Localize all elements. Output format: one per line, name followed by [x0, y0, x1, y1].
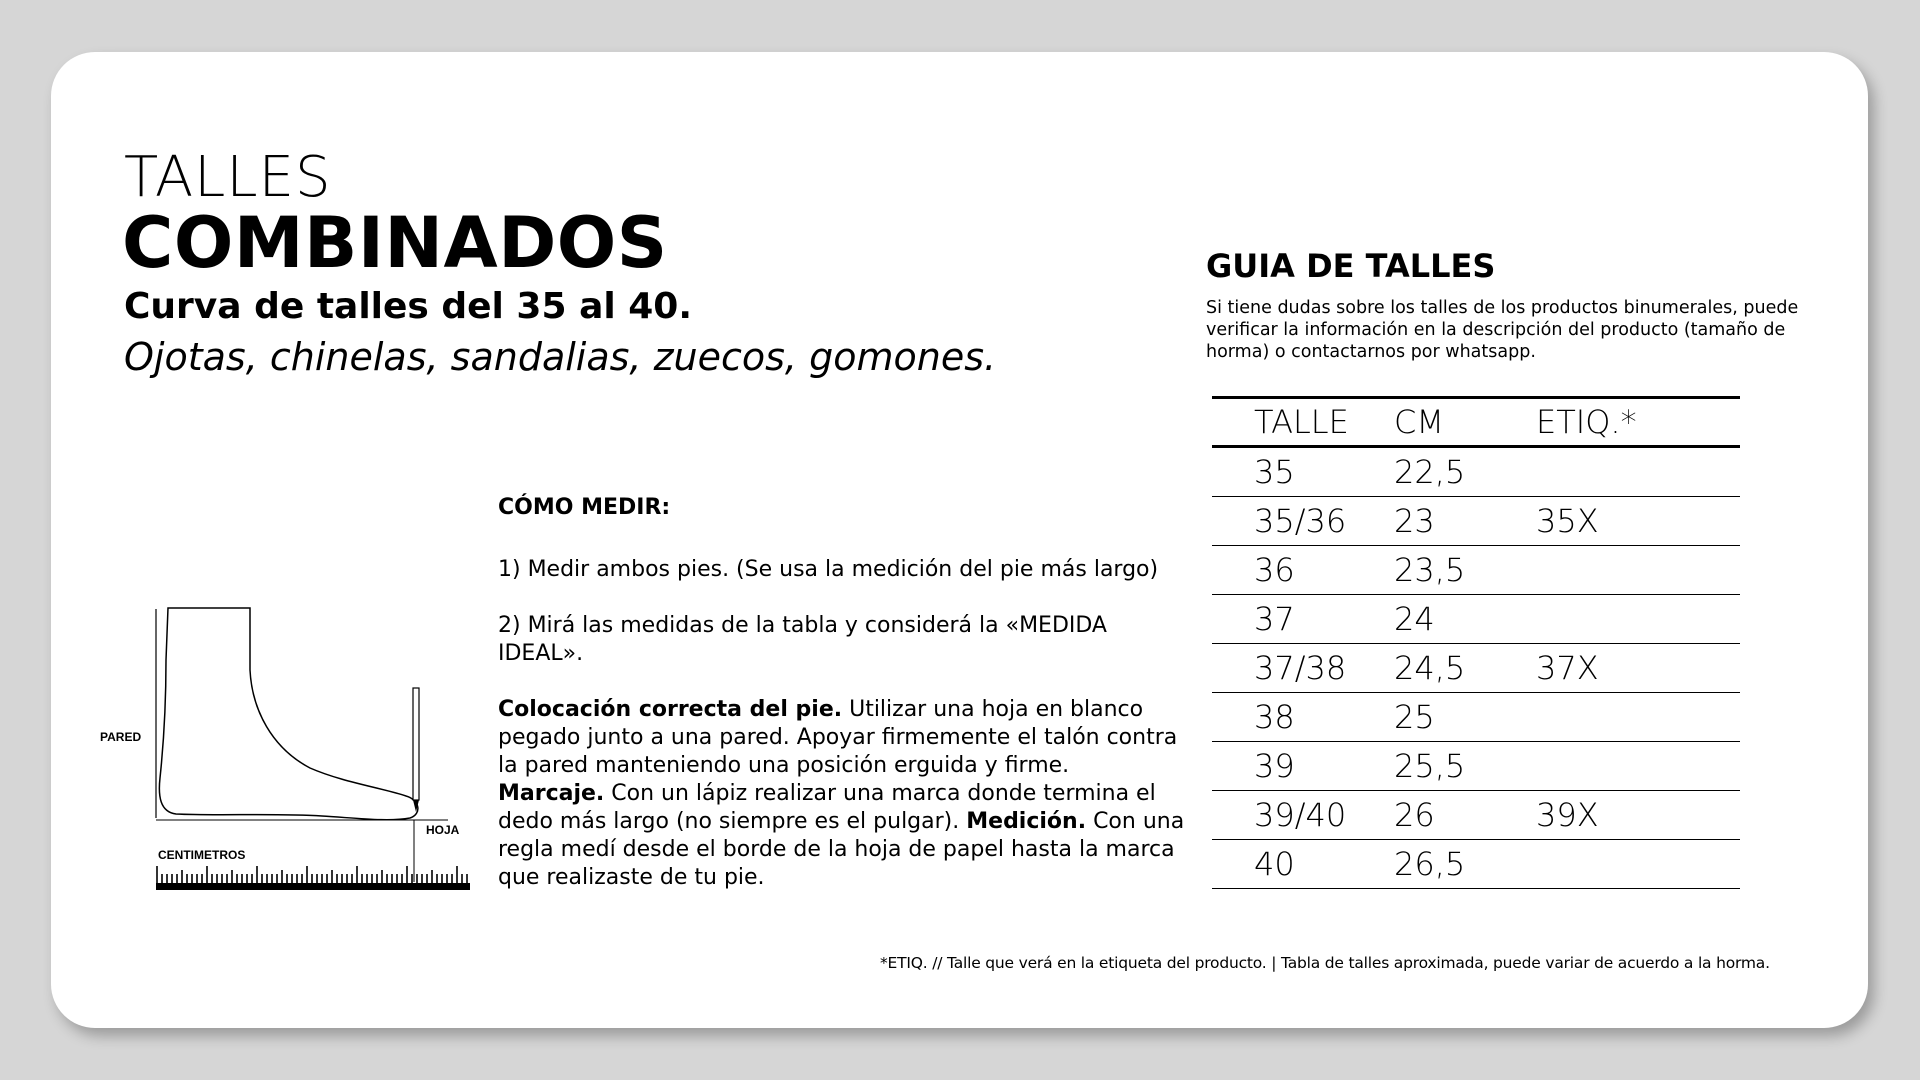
how-to-heading: CÓMO MEDIR:	[498, 495, 671, 520]
placement-title: Colocación correcta del pie.	[498, 697, 843, 722]
cell-cm: 25	[1394, 693, 1536, 742]
cell-etiq	[1536, 546, 1740, 595]
cell-etiq	[1536, 742, 1740, 791]
cell-cm: 22,5	[1394, 447, 1536, 497]
measure-title: Medición.	[966, 809, 1087, 834]
how-to-measure	[498, 494, 1188, 892]
wall-label: PARED	[100, 730, 142, 744]
product-categories: Ojotas, chinelas, sandalias, zuecos, gomones.	[124, 335, 997, 379]
how-to-step-2: 2) Mirá las medidas de la tabla y considerá la «MEDIDA IDEAL».	[498, 613, 1107, 666]
table-row	[1212, 447, 1740, 497]
cell-cm: 26,5	[1394, 840, 1536, 889]
title-bold: COMBINADOS	[122, 202, 668, 284]
size-table	[1212, 396, 1740, 889]
cell-talle: 35	[1212, 447, 1394, 497]
cell-etiq	[1536, 840, 1740, 889]
table-row	[1212, 693, 1740, 742]
pencil-icon	[413, 688, 419, 812]
title-light: TALLES	[124, 145, 332, 210]
cell-talle: 37/38	[1212, 644, 1394, 693]
cell-talle: 39/40	[1212, 791, 1394, 840]
table-row	[1212, 840, 1740, 889]
foot-measure-diagram	[96, 600, 476, 900]
marking-title: Marcaje.	[498, 781, 605, 806]
size-range-subtitle: Curva de talles del 35 al 40.	[124, 286, 693, 327]
cell-talle: 37	[1212, 595, 1394, 644]
ruler-icon	[156, 866, 470, 890]
cell-talle: 36	[1212, 546, 1394, 595]
cell-cm: 23	[1394, 497, 1536, 546]
placement-instructions	[498, 696, 1188, 892]
table-row	[1212, 644, 1740, 693]
cell-etiq	[1536, 693, 1740, 742]
foot-outline-icon	[159, 608, 418, 820]
cell-talle: 40	[1212, 840, 1394, 889]
how-to-step-1: 1) Medir ambos pies. (Se usa la medición del pie más largo)	[498, 557, 1159, 582]
header-talle: TALLE	[1212, 398, 1394, 447]
table-row	[1212, 742, 1740, 791]
ruler-label: CENTIMETROS	[158, 848, 246, 862]
table-row	[1212, 497, 1740, 546]
cell-talle: 38	[1212, 693, 1394, 742]
measure-text: Con una regla medí desde el borde de la hoja de papel hasta la marca que realizaste de tu pie.	[498, 809, 1185, 890]
table-row	[1212, 791, 1740, 840]
cell-etiq	[1536, 595, 1740, 644]
header-cm: CM	[1394, 398, 1536, 447]
cell-cm: 23,5	[1394, 546, 1536, 595]
footnote: *ETIQ. // Talle que verá en la etiqueta del producto. | Tabla de talles aproximada, puede variar de acuerdo a la horma.	[880, 954, 1770, 972]
cell-cm: 26	[1394, 791, 1536, 840]
cell-cm: 24,5	[1394, 644, 1536, 693]
cell-cm: 24	[1394, 595, 1536, 644]
cell-etiq: 37X	[1536, 644, 1740, 693]
cell-etiq	[1536, 447, 1740, 497]
table-row	[1212, 595, 1740, 644]
table-header-row	[1212, 398, 1740, 447]
header-etiq: ETIQ.*	[1536, 398, 1740, 447]
placement-text: Utilizar una hoja en blanco pegado junto a una pared. Apoyar firmemente el talón contra la pared manteniendo una posición erguida y firme.	[498, 697, 1178, 778]
guide-description: Si tiene dudas sobre los talles de los productos binumerales, puede verificar la información en la descripción del producto (tamaño de horma) o contactarnos por whatsapp.	[1206, 298, 1799, 362]
table-row	[1212, 546, 1740, 595]
cell-cm: 25,5	[1394, 742, 1536, 791]
sheet-label: HOJA	[426, 823, 460, 837]
cell-talle: 35/36	[1212, 497, 1394, 546]
cell-etiq: 35X	[1536, 497, 1740, 546]
cell-talle: 39	[1212, 742, 1394, 791]
cell-etiq: 39X	[1536, 791, 1740, 840]
guide-title: GUIA DE TALLES	[1206, 247, 1496, 285]
marking-text: Con un lápiz realizar una marca donde termina el dedo más largo (no siempre es el pulgar).	[498, 781, 1156, 834]
